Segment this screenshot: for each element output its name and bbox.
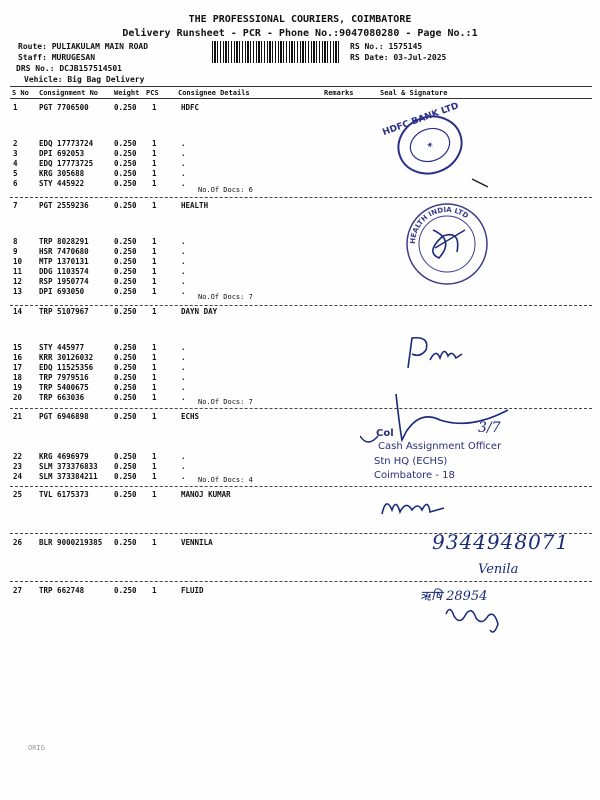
cell-cn: KRG 4696979 — [39, 452, 89, 461]
svg-text:✶: ✶ — [425, 139, 436, 152]
consignee-name: FLUID — [181, 586, 204, 595]
cell-details: . — [181, 257, 186, 266]
tick-mark-icon — [470, 175, 490, 189]
cell-wt: 0.250 — [114, 139, 137, 148]
cell-details: . — [181, 277, 186, 286]
group-separator — [10, 486, 592, 487]
cell-details: . — [181, 179, 186, 188]
cell-details: . — [181, 393, 186, 402]
cell-cn: HSR 7470680 — [39, 247, 89, 256]
cell-details: . — [181, 169, 186, 178]
cell-pcs: 1 — [152, 412, 157, 421]
rs-date: RS Date: 03-Jul-2025 — [350, 53, 447, 62]
cell-pcs: 1 — [152, 393, 157, 402]
cell-details: . — [181, 343, 186, 352]
cell-pcs: 1 — [152, 373, 157, 382]
echs-stamp-line1: Col — [376, 428, 394, 439]
cell-sno: 4 — [13, 159, 18, 168]
cell-sno: 6 — [13, 179, 18, 188]
group-doc-count: No.Of Docs: 6 — [198, 186, 253, 194]
cell-pcs: 1 — [152, 159, 157, 168]
cell-sno: 8 — [13, 237, 18, 246]
cell-pcs: 1 — [152, 257, 157, 266]
cell-sno: 22 — [13, 452, 23, 461]
cell-cn: TRP 7979516 — [39, 373, 89, 382]
cell-sno: 13 — [13, 287, 23, 296]
cell-wt: 0.250 — [114, 490, 137, 499]
group-doc-count: No.Of Docs: 7 — [198, 293, 253, 301]
cell-details: . — [181, 472, 186, 481]
cell-details: . — [181, 462, 186, 471]
cell-cn: BLR 9000219385 — [39, 538, 103, 547]
consignee-name: HDFC — [181, 103, 200, 112]
cell-sno: 17 — [13, 363, 23, 372]
cell-wt: 0.250 — [114, 159, 137, 168]
page-subtitle: Delivery Runsheet - PCR - Phone No.:9047080280 - Page No.:1 — [122, 28, 478, 39]
cell-sno: 16 — [13, 353, 23, 362]
cell-sno: 12 — [13, 277, 23, 286]
cell-cn: SLM 373384211 — [39, 472, 98, 481]
footer-mark: ORIG — [28, 744, 45, 752]
cell-pcs: 1 — [152, 472, 157, 481]
col-consignee: Consignee Details — [178, 89, 250, 97]
cell-pcs: 1 — [152, 452, 157, 461]
cell-wt: 0.250 — [114, 237, 137, 246]
cell-sno: 15 — [13, 343, 23, 352]
cell-sno: 23 — [13, 462, 23, 471]
cell-wt: 0.250 — [114, 277, 137, 286]
cell-pcs: 1 — [152, 247, 157, 256]
cell-sno: 14 — [13, 307, 23, 316]
cell-pcs: 1 — [152, 343, 157, 352]
vennila-phone-handwritten: 9344948071 — [432, 530, 570, 554]
cell-details: . — [181, 452, 186, 461]
rs-number: RS No.: 1575145 — [350, 42, 423, 51]
cell-pcs: 1 — [152, 307, 157, 316]
cell-details: . — [181, 267, 186, 276]
cell-wt: 0.250 — [114, 586, 137, 595]
cell-pcs: 1 — [152, 103, 157, 112]
cell-cn: PGT 2559236 — [39, 201, 89, 210]
group-separator — [10, 305, 592, 306]
cell-cn: TRP 5400675 — [39, 383, 89, 392]
cell-cn: TVL 6175373 — [39, 490, 89, 499]
cell-sno: 26 — [13, 538, 23, 547]
health-stamp-text: HEALTH INDIA LTD — [408, 205, 470, 245]
cell-cn: STY 445922 — [39, 179, 85, 188]
cell-wt: 0.250 — [114, 149, 137, 158]
echs-date-handwritten: 3/7 — [478, 420, 501, 436]
cell-sno: 21 — [13, 412, 23, 421]
cell-sno: 18 — [13, 373, 23, 382]
cell-pcs: 1 — [152, 462, 157, 471]
vennila-name-handwritten: Venila — [478, 562, 519, 577]
cell-pcs: 1 — [152, 277, 157, 286]
cell-wt: 0.250 — [114, 472, 137, 481]
cell-sno: 7 — [13, 201, 18, 210]
cell-wt: 0.250 — [114, 538, 137, 547]
cell-wt: 0.250 — [114, 247, 137, 256]
cell-wt: 0.250 — [114, 201, 137, 210]
cell-details: . — [181, 159, 186, 168]
cell-pcs: 1 — [152, 490, 157, 499]
cell-cn: STY 445977 — [39, 343, 85, 352]
cell-cn: PGT 6946898 — [39, 412, 89, 421]
echs-stamp-line3: Stn HQ (ECHS) — [374, 456, 448, 467]
table-header-rule — [10, 98, 592, 99]
cell-pcs: 1 — [152, 237, 157, 246]
cell-wt: 0.250 — [114, 373, 137, 382]
staff-label: Staff: MURUGESAN — [18, 53, 96, 62]
cell-sno: 27 — [13, 586, 23, 595]
cell-cn: TRP 5107967 — [39, 307, 89, 316]
cell-details: . — [181, 247, 186, 256]
cell-sno: 25 — [13, 490, 23, 499]
cell-details: . — [181, 363, 186, 372]
cell-wt: 0.250 — [114, 353, 137, 362]
cell-details: . — [181, 139, 186, 148]
echs-stamp-line4: Coimbatore - 18 — [374, 470, 455, 481]
col-sno: S No — [12, 89, 29, 97]
cell-cn: KRR 30126032 — [39, 353, 94, 362]
group-doc-count: No.Of Docs: 4 — [198, 476, 253, 484]
cell-details: . — [181, 383, 186, 392]
cell-sno: 2 — [13, 139, 18, 148]
cell-sno: 3 — [13, 149, 18, 158]
cell-wt: 0.250 — [114, 363, 137, 372]
cell-cn: DDG 1103574 — [39, 267, 89, 276]
table-top-rule — [10, 86, 592, 87]
cell-sno: 5 — [13, 169, 18, 178]
cell-wt: 0.250 — [114, 267, 137, 276]
cell-cn: EDQ 11525356 — [39, 363, 94, 372]
consignee-name: MANOJ KUMAR — [181, 490, 231, 499]
cell-wt: 0.250 — [114, 169, 137, 178]
cell-sno: 11 — [13, 267, 23, 276]
consignee-name: HEALTH — [181, 201, 209, 210]
cell-sno: 20 — [13, 393, 23, 402]
cell-details: . — [181, 149, 186, 158]
cell-pcs: 1 — [152, 201, 157, 210]
cell-cn: TRP 662748 — [39, 586, 85, 595]
vehicle-label: Vehicle: Big Bag Delivery — [24, 75, 145, 84]
cell-cn: DPI 692053 — [39, 149, 85, 158]
cell-wt: 0.250 — [114, 462, 137, 471]
cell-cn: DPI 693050 — [39, 287, 85, 296]
cell-details: . — [181, 287, 186, 296]
cell-sno: 10 — [13, 257, 23, 266]
cell-cn: RSP 1950774 — [39, 277, 89, 286]
cell-details: . — [181, 237, 186, 246]
col-seal: Seal & Signature — [380, 89, 448, 97]
cell-wt: 0.250 — [114, 307, 137, 316]
cell-pcs: 1 — [152, 169, 157, 178]
col-remarks: Remarks — [324, 89, 354, 97]
page-title: THE PROFESSIONAL COURIERS, COIMBATORE — [188, 14, 412, 25]
cell-cn: MTP 1370131 — [39, 257, 89, 266]
hdfc-seal-stamp — [380, 100, 480, 190]
cell-pcs: 1 — [152, 139, 157, 148]
dayn-day-signature — [400, 330, 470, 375]
cell-pcs: 1 — [152, 383, 157, 392]
cell-cn: SLM 373376833 — [39, 462, 98, 471]
cell-cn: TRP 8028291 — [39, 237, 89, 246]
consignee-name: DAYN DAY — [181, 307, 218, 316]
manoj-kumar-signature — [378, 490, 448, 520]
echs-stamp-line2: Cash Assignment Officer — [378, 441, 502, 452]
fluid-signature — [440, 600, 510, 640]
cell-wt: 0.250 — [114, 452, 137, 461]
col-consignment: Consignment No — [39, 89, 99, 97]
cell-details: . — [181, 353, 186, 362]
cell-cn: PGT 7706500 — [39, 103, 89, 112]
cell-wt: 0.250 — [114, 412, 137, 421]
cell-wt: 0.250 — [114, 343, 137, 352]
cell-wt: 0.250 — [114, 287, 137, 296]
col-pcs: PCS — [146, 89, 159, 97]
cell-wt: 0.250 — [114, 383, 137, 392]
cell-sno: 1 — [13, 103, 18, 112]
cell-cn: TRP 663036 — [39, 393, 85, 402]
cell-pcs: 1 — [152, 179, 157, 188]
route-label: Route: PULIAKULAM MAIN ROAD — [18, 42, 149, 51]
cell-pcs: 1 — [152, 586, 157, 595]
cell-pcs: 1 — [152, 538, 157, 547]
cell-pcs: 1 — [152, 287, 157, 296]
consignee-name: VENNILA — [181, 538, 213, 547]
cell-wt: 0.250 — [114, 393, 137, 402]
fluid-note-handwritten: ऋषि 28954 — [420, 589, 488, 604]
health-seal-stamp — [395, 200, 495, 292]
cell-wt: 0.250 — [114, 103, 137, 112]
cell-cn: EDQ 17773724 — [39, 139, 94, 148]
cell-pcs: 1 — [152, 353, 157, 362]
col-weight: Weight — [114, 89, 140, 97]
cell-pcs: 1 — [152, 149, 157, 158]
cell-cn: KRG 305688 — [39, 169, 85, 178]
consignee-name: ECHS — [181, 412, 200, 421]
group-doc-count: No.Of Docs: 7 — [198, 398, 253, 406]
cell-pcs: 1 — [152, 267, 157, 276]
cell-cn: EDQ 17773725 — [39, 159, 94, 168]
cell-wt: 0.250 — [114, 257, 137, 266]
drs-label: DRS No.: DCJB157514501 — [16, 64, 122, 73]
cell-pcs: 1 — [152, 363, 157, 372]
cell-details: . — [181, 373, 186, 382]
barcode — [212, 41, 340, 63]
cell-sno: 19 — [13, 383, 23, 392]
cell-wt: 0.250 — [114, 179, 137, 188]
cell-sno: 24 — [13, 472, 23, 481]
cell-sno: 9 — [13, 247, 18, 256]
group-separator — [10, 197, 592, 198]
group-separator — [10, 581, 592, 582]
hdfc-stamp-text: HDFC BANK LTD — [381, 101, 461, 139]
